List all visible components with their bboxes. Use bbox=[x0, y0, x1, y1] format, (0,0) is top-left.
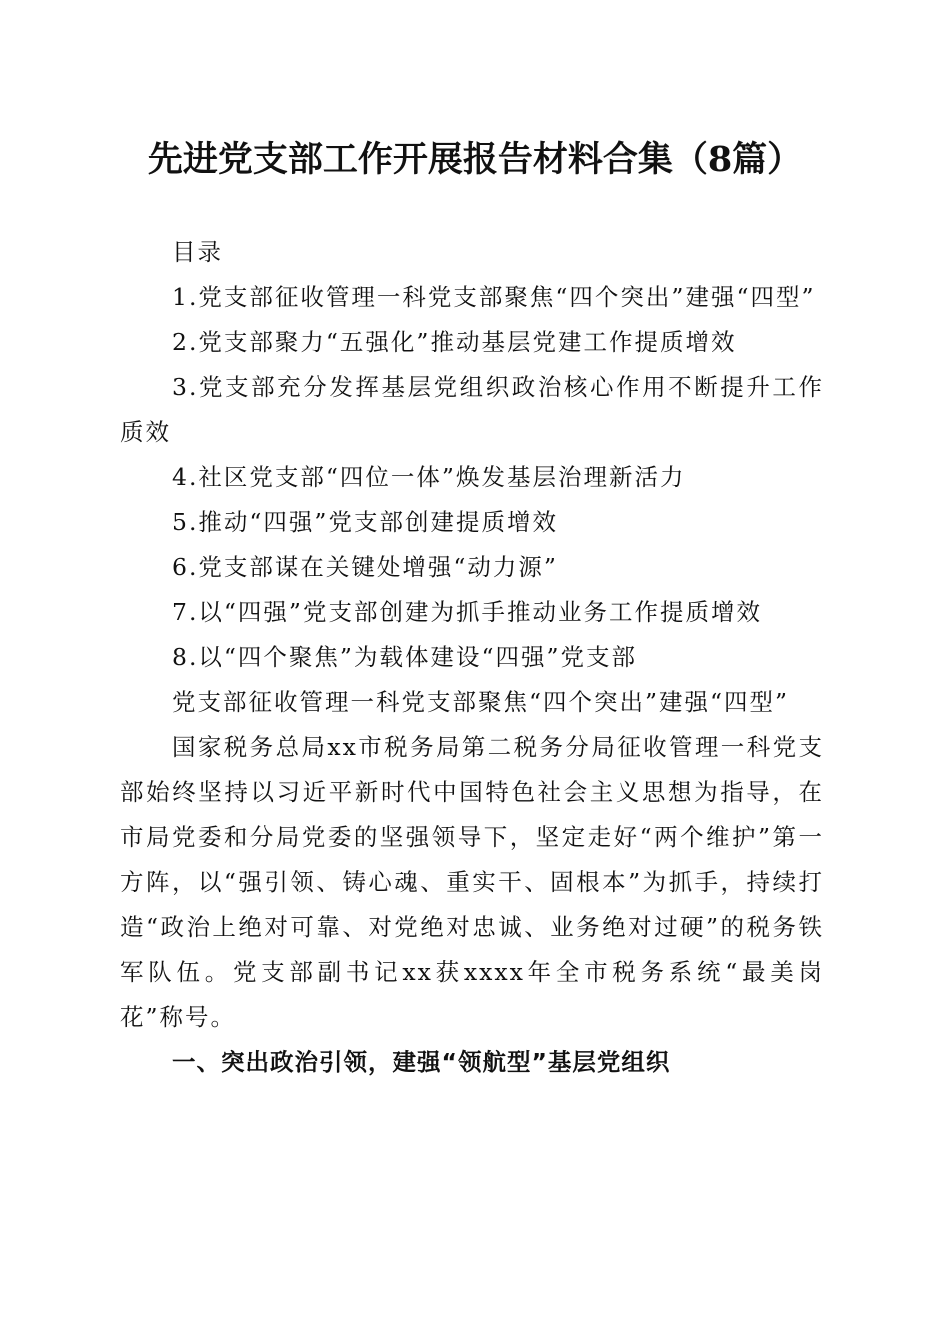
toc-item: 3.党支部充分发挥基层党组织政治核心作用不断提升工作质效 bbox=[120, 373, 824, 446]
toc-item: 7.以“四强”党支部创建为抓手推动业务工作提质增效 bbox=[172, 598, 762, 626]
toc-item: 8.以“四个聚焦”为载体建设“四强”党支部 bbox=[172, 643, 637, 671]
article-intro-paragraph: 国家税务总局xx市税务局第二税务分局征收管理一科党支部始终坚持以习近平新时代中国特色社会主义思想为指导，在市局党委和分局党委的坚强领导下，坚定走好“两个维护”第一方阵，以“强引领、铸心魂、重实干、固根本”为抓手，持续打造“政治上绝对可靠、对党绝对忠诚、业务绝对过硬”的税务铁军队伍。党支部副书记xx获xxxx年全市税务系统“最美岗花”称号。 bbox=[120, 733, 824, 1031]
document-title: 先进党支部工作开展报告材料合集（8篇） bbox=[147, 139, 803, 180]
toc-item: 5.推动“四强”党支部创建提质增效 bbox=[172, 508, 558, 536]
toc-item: 1.党支部征收管理一科党支部聚焦“四个突出”建强“四型” bbox=[172, 283, 816, 311]
toc-heading: 目录 bbox=[172, 238, 223, 266]
section-heading: 一、突出政治引领，建强“领航型”基层党组织 bbox=[172, 1048, 671, 1076]
toc-item: 4.社区党支部“四位一体”焕发基层治理新活力 bbox=[172, 463, 686, 491]
article-title: 党支部征收管理一科党支部聚焦“四个突出”建强“四型” bbox=[172, 688, 790, 716]
table-of-contents bbox=[120, 275, 824, 680]
toc-item: 2.党支部聚力“五强化”推动基层党建工作提质增效 bbox=[172, 328, 737, 356]
toc-item: 6.党支部谋在关键处增强“动力源” bbox=[172, 553, 558, 581]
document-body bbox=[120, 230, 824, 1085]
